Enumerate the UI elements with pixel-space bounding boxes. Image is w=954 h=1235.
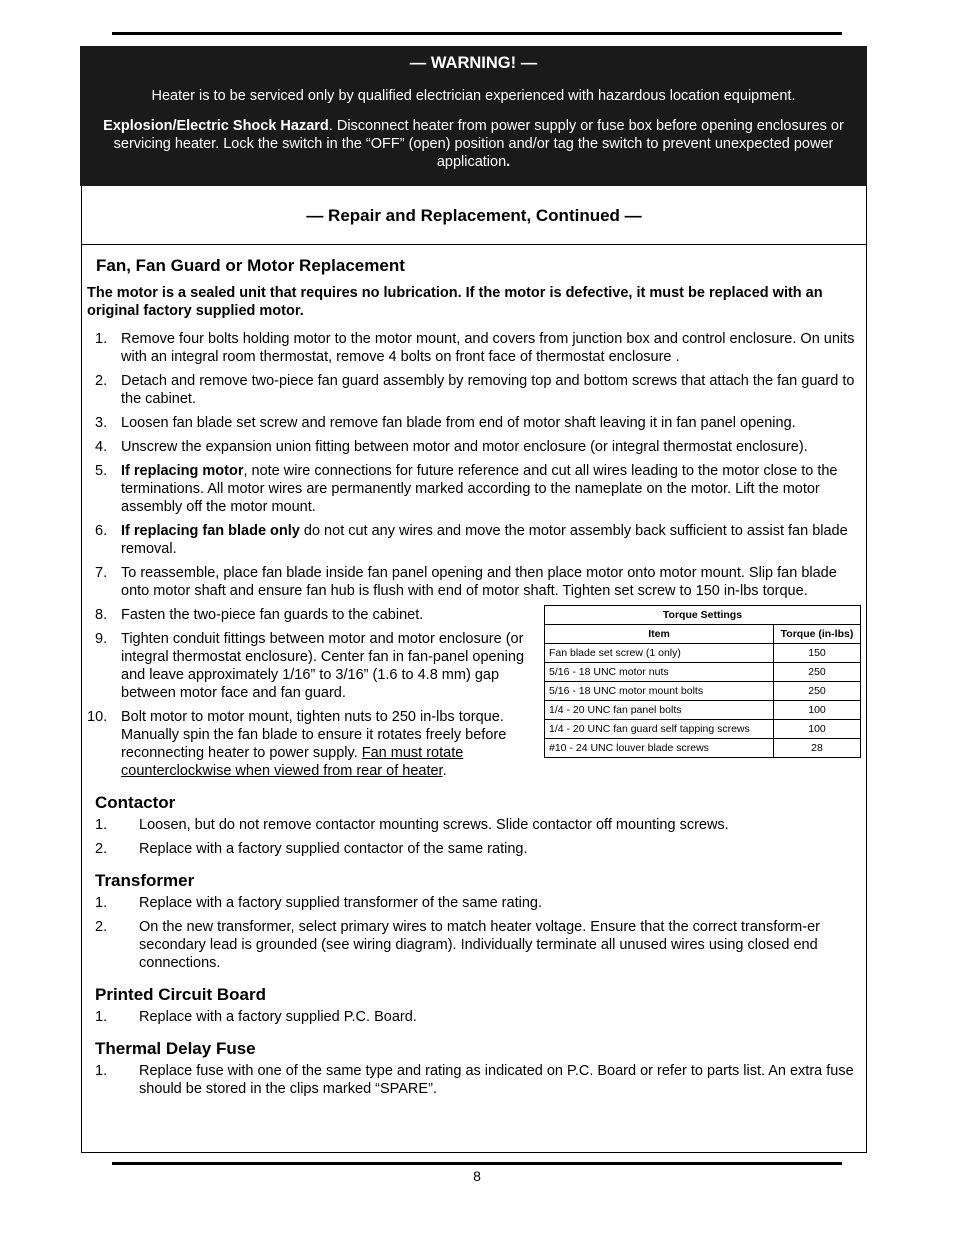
step-text: do not cut any wires and move the motor assembly back sufficient to assist fan blade removal. xyxy=(121,523,848,557)
list-item xyxy=(87,1008,862,1026)
step-text: Loosen fan blade set screw and remove fan blade from end of motor shaft leaving it in fan panel opening. xyxy=(121,415,796,431)
step-number: 10. xyxy=(87,709,108,725)
step-number: 9. xyxy=(95,631,108,647)
step-number: 1. xyxy=(95,1063,108,1079)
list-item xyxy=(87,840,862,858)
step-text: Replace with a factory supplied P.C. Board. xyxy=(139,1009,417,1025)
column-header-item: Item xyxy=(545,625,774,644)
step-text: Remove four bolts holding motor to the motor mount, and covers from junction box and control enclosure. On units with an integral room thermostat, remove 4 bolts on front face of thermostat enclosure . xyxy=(121,331,855,365)
table-title: Torque Settings xyxy=(545,606,861,625)
transformer-heading: Transformer xyxy=(95,871,195,890)
table-cell: 250 xyxy=(774,682,861,701)
table-cell: 100 xyxy=(774,720,861,739)
warning-line-1: Heater is to be serviced only by qualified electrician experienced with hazardous location equipment. xyxy=(151,88,796,104)
table-row xyxy=(545,720,861,739)
step-number: 7. xyxy=(95,565,108,581)
table-cell: 250 xyxy=(774,663,861,682)
step-number: 6. xyxy=(95,523,108,539)
fan-steps-list-continued xyxy=(87,606,537,780)
step-number: 1. xyxy=(95,1009,108,1025)
warning-title: — WARNING! — xyxy=(409,54,538,72)
list-item xyxy=(87,894,862,912)
step-number: 3. xyxy=(95,415,108,431)
step-number: 5. xyxy=(95,463,108,479)
step-text: To reassemble, place fan blade inside fan panel opening and then place motor onto motor mount. Slip fan blade onto motor shaft and ensure fan hub is flush with end of motor shaft. Tighten set screw to 150 in-lbs torque. xyxy=(121,565,837,599)
contactor-steps-list xyxy=(87,816,862,858)
list-item xyxy=(87,630,537,702)
table-cell: Fan blade set screw (1 only) xyxy=(545,644,774,663)
warning-hazard-label: Explosion/Electric Shock Hazard xyxy=(103,118,329,134)
top-rule xyxy=(112,32,842,35)
step-text: Loosen, but do not remove contactor mounting screws. Slide contactor off mounting screws. xyxy=(139,817,729,833)
fuse-heading: Thermal Delay Fuse xyxy=(95,1039,256,1058)
table-cell: 5/16 - 18 UNC motor mount bolts xyxy=(545,682,774,701)
step-number: 4. xyxy=(95,439,108,455)
fan-steps-list xyxy=(87,330,862,600)
main-content-box xyxy=(81,186,867,1153)
warning-line-2 xyxy=(102,117,845,171)
step-number: 2. xyxy=(95,841,108,857)
table-cell: 100 xyxy=(774,701,861,720)
step-bold-lead: If replacing motor xyxy=(121,463,244,479)
table-row xyxy=(545,739,861,758)
pcb-steps-list xyxy=(87,1008,862,1026)
fan-heading: Fan, Fan Guard or Motor Replacement xyxy=(96,256,405,275)
step-text: Bolt motor to motor mount, tighten nuts to 250 in-lbs torque. Manually spin the fan blade to ensure it rotates freely before reconnecting heater to power supply. xyxy=(121,709,507,761)
steps-and-table xyxy=(87,606,862,780)
step-text: Replace with a factory supplied transformer of the same rating. xyxy=(139,895,542,911)
warning-hazard-end: . xyxy=(506,154,511,170)
step-text: , note wire connections for future reference and cut all wires leading to the motor close to the terminations. All motor wires are permanently marked according to the nameplate on the motor. Lift the motor assembly off the motor mount. xyxy=(121,463,838,515)
step-text: Replace with a factory supplied contactor of the same rating. xyxy=(139,841,528,857)
step-text: Tighten conduit fittings between motor and motor enclosure (or integral thermostat enclosure). Center fan in fan-panel opening and leave approximately 1/16” to 3/16” (1.6 to 4.8 mm) gap between motor face and fan guard. xyxy=(121,631,525,701)
page-number: 8 xyxy=(473,1168,481,1184)
column-header-torque: Torque (in-lbs) xyxy=(774,625,861,644)
list-item xyxy=(87,708,537,780)
bottom-rule xyxy=(112,1162,842,1165)
transformer-steps-list xyxy=(87,894,862,972)
list-item xyxy=(87,816,862,834)
list-item xyxy=(87,1062,862,1098)
table-cell: 28 xyxy=(774,739,861,758)
fan-intro: The motor is a sealed unit that requires no lubrication. If the motor is defective, it must be replaced with an original factory supplied motor. xyxy=(87,285,823,319)
torque-settings-table xyxy=(544,605,861,758)
list-item xyxy=(87,462,862,516)
step-number: 1. xyxy=(95,817,108,833)
section-title: — Repair and Replacement, Continued — xyxy=(82,186,866,245)
warning-hazard-text: . Disconnect heater from power supply or fuse box before opening enclosures or servicing heater. Lock the switch in the “OFF” (open) position and/or tag the switch to prevent unexpected power application xyxy=(113,118,844,170)
table-cell: 5/16 - 18 UNC motor nuts xyxy=(545,663,774,682)
list-item xyxy=(87,372,862,408)
list-item xyxy=(87,564,862,600)
step-bold-lead: If replacing fan blade only xyxy=(121,523,300,539)
rotation-note: Fan must rotate counterclockwise when viewed from rear of heater xyxy=(121,745,464,779)
step-text: On the new transformer, select primary wires to match heater voltage. Ensure that the correct transform-er secondary lead is grounded (see wiring diagram). Individually terminate all unused wires using closed end connections. xyxy=(139,919,820,971)
table-cell: 150 xyxy=(774,644,861,663)
step-number: 2. xyxy=(95,373,108,389)
step-text: Detach and remove two-piece fan guard assembly by removing top and bottom screws that attach the fan guard to the cabinet. xyxy=(121,373,855,407)
table-cell: #10 - 24 UNC louver blade screws xyxy=(545,739,774,758)
table-title-row xyxy=(545,606,861,625)
list-item xyxy=(87,330,862,366)
table-row xyxy=(545,701,861,720)
step-number: 2. xyxy=(95,919,108,935)
list-item xyxy=(87,522,862,558)
step-text: Replace fuse with one of the same type and rating as indicated on P.C. Board or refer to parts list. An extra fuse should be stored in the clips marked “SPARE”. xyxy=(139,1063,854,1097)
step-text: Unscrew the expansion union fitting between motor and motor enclosure (or integral thermostat enclosure). xyxy=(121,439,808,455)
content-area xyxy=(87,257,862,1104)
table-row xyxy=(545,644,861,663)
fuse-steps-list xyxy=(87,1062,862,1098)
step-number: 1. xyxy=(95,895,108,911)
list-item xyxy=(87,918,862,972)
table-cell: 1/4 - 20 UNC fan guard self tapping screws xyxy=(545,720,774,739)
step-number: 1. xyxy=(95,331,108,347)
table-header-row xyxy=(545,625,861,644)
table-row xyxy=(545,663,861,682)
pcb-heading: Printed Circuit Board xyxy=(95,985,266,1004)
step-text-end: . xyxy=(442,763,447,779)
list-item xyxy=(87,606,537,624)
step-number: 8. xyxy=(95,607,108,623)
table-row xyxy=(545,682,861,701)
step-text: Fasten the two-piece fan guards to the cabinet. xyxy=(121,607,424,623)
table-cell: 1/4 - 20 UNC fan panel bolts xyxy=(545,701,774,720)
list-item xyxy=(87,438,862,456)
list-item xyxy=(87,414,862,432)
contactor-heading: Contactor xyxy=(95,793,176,812)
warning-box xyxy=(80,46,867,186)
